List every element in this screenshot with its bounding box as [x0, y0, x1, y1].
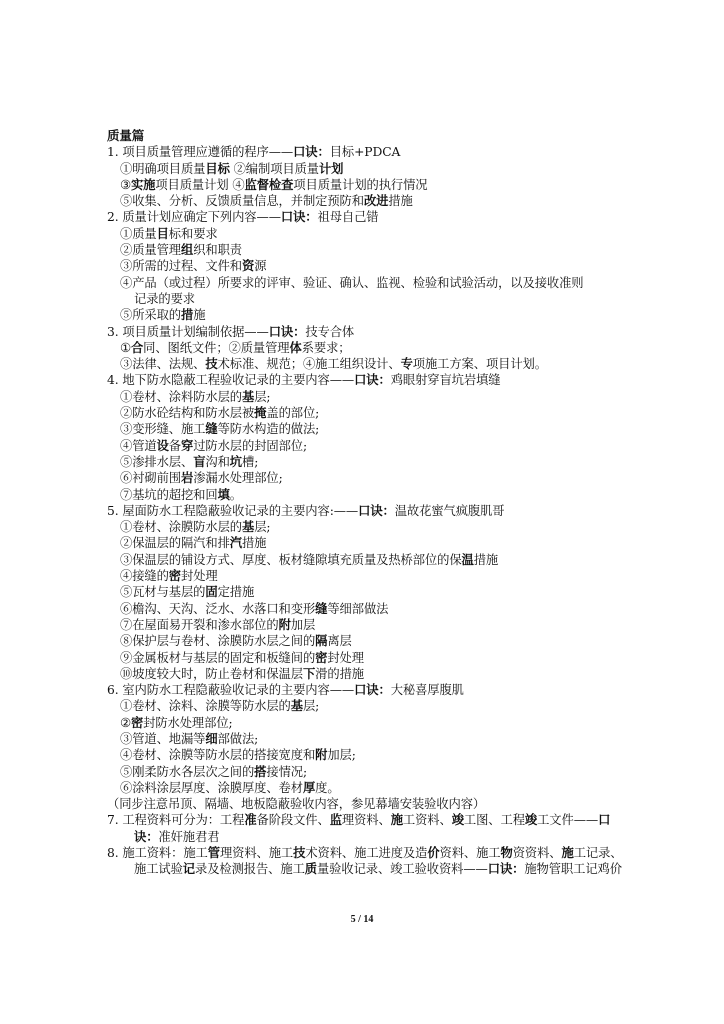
content-line — [107, 861, 627, 877]
text-segment: ①卷材、涂料防水层的 — [120, 389, 242, 404]
text-segment: 措施 — [388, 194, 413, 209]
text-segment: ⑤瓦材与基层的 — [120, 585, 206, 600]
bold-text: 口诀： — [293, 144, 330, 160]
content-line — [107, 258, 627, 274]
text-segment: 源 — [254, 259, 267, 274]
page-current: 5 — [350, 914, 356, 925]
bold-text: 掩 — [254, 405, 267, 421]
text-segment: ④卷材、涂膜等防水层的搭接宽度和 — [120, 748, 316, 763]
text-segment: ③管道、地漏等 — [120, 731, 206, 746]
content-line — [107, 731, 627, 747]
text-segment: 。 — [229, 487, 242, 502]
bold-text: 穿 — [181, 437, 194, 453]
section-title: 质量篇 — [107, 128, 145, 143]
text-segment: ⑩坡度较大时，防止卷材和保温层 — [120, 666, 303, 681]
content-line — [107, 275, 627, 291]
text-segment: 录及检测报告、施工 — [195, 862, 305, 877]
bold-text: 基 — [241, 519, 255, 535]
bold-text: 口诀： — [487, 861, 525, 877]
bold-text: 价 — [427, 845, 440, 861]
text-segment: 6. 室内防水工程隐蔽验收记录的主要内容—— — [107, 683, 355, 698]
content-line — [107, 535, 627, 551]
text-segment: 工图、工程 — [463, 813, 525, 828]
bold-text: 专 — [400, 356, 413, 372]
text-segment: 2. 质量计划应确定下列内容—— — [107, 210, 281, 225]
text-segment: 接情况; — [266, 764, 308, 779]
bold-text: 缝 — [315, 600, 328, 616]
text-segment: 工记录、 — [573, 846, 623, 861]
text-segment: ①明确项目质量 — [120, 161, 206, 176]
text-segment: ③保温层的铺设方式、厚度、板材缝隙填充质量及热桥部位的保 — [120, 552, 462, 567]
content-line — [107, 144, 627, 160]
bold-text: 密 — [315, 649, 328, 665]
text-segment: ⑤渗排水层、 — [120, 454, 194, 469]
content-line — [107, 307, 627, 323]
bold-text: 附 — [278, 616, 291, 632]
text-segment: 系要求； — [301, 340, 351, 355]
text-segment: 祖母自己错 — [317, 210, 379, 225]
text-segment: 目标+PDCA — [329, 145, 401, 160]
text-segment: 技专合体 — [305, 324, 355, 339]
bold-text: 岩 — [181, 470, 194, 486]
text-segment: ②质量管理 — [120, 243, 181, 258]
bold-text: 厚 — [302, 779, 316, 795]
content-line — [107, 356, 627, 372]
text-segment: 量验收记录、竣工验收资料—— — [316, 862, 488, 877]
bold-text: 监督检查 — [244, 176, 294, 192]
text-segment: 加层; — [327, 748, 356, 763]
text-segment: ⑦在屋面易开裂和渗水部位的 — [120, 617, 279, 632]
bold-text: 施 — [561, 845, 574, 861]
bold-text: 口诀： — [354, 682, 391, 698]
bold-text: 记 — [182, 861, 195, 877]
text-segment: 加层 — [290, 617, 316, 632]
text-segment: ④产品（或过程）所要求的评审、验证、确认、监视、检验和试验活动，以及接收准则 — [120, 275, 584, 290]
content-line — [107, 454, 627, 470]
bold-text: 隔 — [315, 633, 328, 649]
text-segment: 资料、施工 — [439, 846, 501, 861]
text-segment: 滑的措施 — [315, 666, 364, 681]
content-line — [107, 650, 627, 666]
text-segment: 术标准、规范；④施工组织设计、 — [217, 357, 401, 372]
text-segment: ③法律、法规、 — [120, 357, 206, 372]
bold-text: 细 — [205, 730, 218, 746]
bold-text: 实施 — [130, 176, 156, 192]
bold-text: 措 — [181, 307, 194, 323]
content-line — [107, 698, 627, 714]
bold-text: 监 — [329, 812, 342, 828]
content-line — [107, 780, 627, 796]
content-line — [107, 715, 627, 731]
bold-text: 组 — [181, 242, 194, 258]
text-segment: 8. 施工资料：施工 — [107, 846, 208, 861]
text-segment: ②保温层的隔汽和排 — [120, 536, 230, 551]
content-line — [107, 584, 627, 600]
text-segment: ① — [120, 340, 131, 355]
text-segment: 工资料、 — [402, 813, 452, 828]
text-segment: 封防水处理部位; — [143, 715, 233, 730]
bold-text: 填 — [217, 486, 230, 502]
bold-text: 合 — [130, 339, 144, 355]
text-segment: 7. 工程资料可分为：工程 — [107, 813, 245, 828]
text-segment: ⑧保护层与卷材、涂膜防水层之间的 — [120, 634, 316, 649]
text-segment: 鸡眼射穿盲坑岩填缝 — [390, 373, 501, 388]
text-segment: 4. 地下防水隐蔽工程验收记录的主要内容—— — [107, 373, 355, 388]
bold-text: 搭 — [254, 763, 267, 779]
text-segment: 同、图纸文件；②质量管理 — [143, 340, 290, 355]
bold-text: 汽 — [229, 535, 242, 551]
bold-text: 准 — [244, 812, 257, 828]
text-segment: 等防水构造的做法; — [217, 422, 320, 437]
text-segment: 资资料、 — [512, 846, 562, 861]
text-segment: 大秘喜厚腹肌 — [390, 683, 464, 698]
bold-text: 温 — [461, 551, 474, 567]
bold-text: 施 — [390, 812, 403, 828]
content-line — [107, 438, 627, 454]
text-segment: 槽; — [242, 454, 259, 469]
bold-text: 基 — [290, 698, 303, 714]
text-segment: 理资料、施工 — [219, 846, 294, 861]
bold-text: 盲 — [193, 453, 206, 469]
text-segment: ④管道 — [120, 438, 157, 453]
bold-text: 口诀： — [354, 372, 391, 388]
text-segment: 过防水层的封固部位; — [193, 438, 308, 453]
text-segment: ⑥衬砌前围 — [120, 471, 181, 486]
content-line — [107, 177, 627, 193]
bold-text: 缝 — [205, 421, 218, 437]
text-segment: ①质量 — [120, 226, 157, 241]
content-line — [107, 568, 627, 584]
text-segment: 层; — [254, 520, 271, 535]
content-line — [107, 812, 627, 828]
content-line — [107, 796, 627, 812]
text-segment: 工文件—— — [537, 813, 599, 828]
content-line — [107, 601, 627, 617]
bold-text: 附 — [315, 747, 328, 763]
content-line — [107, 487, 627, 503]
text-segment: 定措施 — [217, 585, 255, 600]
text-segment: 5. 屋面防水工程隐蔽验收记录的主要内容:—— — [107, 503, 359, 518]
text-segment: ①卷材、涂膜防水层的 — [120, 520, 242, 535]
text-segment: ③变形缝、施工 — [120, 422, 206, 437]
bold-text: 口 — [598, 812, 611, 828]
text-segment: 层; — [254, 389, 271, 404]
document-body — [107, 128, 627, 878]
bold-text: 计划 — [318, 160, 344, 176]
content-line — [107, 372, 627, 388]
text-segment: 施物管职工记鸡价 — [524, 862, 622, 877]
content-line — [107, 324, 627, 340]
content-line — [107, 242, 627, 258]
text-segment: 温故花蜜气疯腹肌哥 — [394, 503, 505, 518]
bold-text: 口诀： — [280, 209, 318, 225]
bold-text: 技 — [293, 845, 306, 861]
bold-text: 口诀： — [268, 323, 306, 339]
text-segment: ⑤所采取的 — [120, 308, 181, 323]
text-segment: 施工试验 — [134, 862, 183, 877]
text-segment: 度。 — [315, 780, 340, 795]
text-segment: 1. 项目质量管理应遵循的程序—— — [107, 145, 294, 160]
text-segment: 沟和 — [205, 454, 230, 469]
text-segment: 项目质量计划 ④ — [155, 177, 245, 192]
content-line — [107, 193, 627, 209]
text-segment: 织和职责 — [193, 243, 242, 258]
text-segment: 项目质量计划的执行情况 — [293, 177, 428, 192]
bold-text: 设 — [156, 437, 169, 453]
text-segment: 封处理 — [181, 569, 218, 584]
content-line — [107, 470, 627, 486]
content-line — [107, 389, 627, 405]
page-separator: / — [355, 914, 364, 925]
content-line — [107, 421, 627, 437]
content-line — [107, 845, 627, 861]
text-segment: 术资料、施工进度及造 — [305, 846, 428, 861]
text-segment: 渗漏水处理部位; — [193, 471, 283, 486]
content-lines — [107, 144, 627, 877]
text-segment: ②防水砼结构和防水层被 — [120, 406, 255, 421]
text-segment: ②编制项目质量 — [229, 161, 319, 176]
text-segment: （同步注意吊顶、隔墙、地板隐蔽验收内容，参见幕墙安装验收内容） — [107, 797, 486, 812]
content-line — [107, 405, 627, 421]
content-line — [107, 340, 627, 356]
page-number — [0, 914, 724, 925]
content-line — [107, 682, 627, 698]
bold-text: 体 — [289, 339, 302, 355]
text-segment: 离层 — [327, 634, 352, 649]
text-segment: ⑥涂料涂层厚度、涂膜厚度、卷材 — [120, 780, 303, 795]
bold-text: 质 — [304, 861, 317, 877]
text-segment: 层; — [302, 699, 320, 714]
text-segment: 理资料、 — [341, 813, 391, 828]
content-line — [107, 633, 627, 649]
bold-text: 资 — [241, 258, 255, 274]
content-line — [107, 226, 627, 242]
content-line — [107, 291, 627, 307]
page-total: 14 — [363, 914, 374, 925]
text-segment: 备阶段文件、 — [256, 813, 330, 828]
text-segment: 封处理 — [327, 650, 364, 665]
text-segment: 标和要求 — [168, 226, 218, 241]
content-line — [107, 209, 627, 225]
content-line — [107, 617, 627, 633]
bold-text: 竣 — [451, 812, 464, 828]
text-segment: 措施 — [241, 536, 267, 551]
bold-text: 固 — [205, 584, 218, 600]
bold-text: 物 — [500, 845, 513, 861]
text-segment: 备 — [168, 438, 181, 453]
bold-text: 目 — [156, 225, 169, 241]
bold-text: 基 — [241, 388, 255, 404]
text-segment: ①卷材、涂料、涂膜等防水层的 — [120, 699, 291, 714]
content-line — [107, 519, 627, 535]
bold-text: 口诀： — [358, 502, 395, 518]
bold-text: 密 — [130, 714, 144, 730]
text-segment: ③所需的过程、文件和 — [120, 259, 242, 274]
text-segment: 施 — [193, 308, 206, 323]
bold-text: 目标 — [205, 160, 230, 176]
bold-text: 改进 — [363, 193, 389, 209]
text-segment: ③ — [120, 177, 131, 192]
text-segment: 部做法; — [217, 731, 259, 746]
bold-text: 坑 — [229, 453, 242, 469]
text-segment: ⑨金属板材与基层的固定和板缝间的 — [120, 650, 316, 665]
text-segment: 盖的部位; — [266, 406, 320, 421]
text-segment: 项施工方案、项目计划。 — [412, 357, 547, 372]
content-line — [107, 161, 627, 177]
bold-text: 密 — [168, 568, 181, 584]
bold-text: 竣 — [524, 812, 538, 828]
text-segment: 等细部做法 — [327, 601, 389, 616]
content-line — [107, 552, 627, 568]
text-segment: 准奸施君君 — [158, 829, 220, 844]
text-segment: 记录的要求 — [134, 291, 195, 306]
text-segment: ⑤刚柔防水各层次之间的 — [120, 764, 255, 779]
bold-text: 技 — [205, 356, 218, 372]
text-segment: ④接缝的 — [120, 569, 169, 584]
bold-text: 管 — [207, 845, 220, 861]
content-line — [107, 666, 627, 682]
content-line — [107, 503, 627, 519]
bold-text: 下 — [302, 665, 316, 681]
text-segment: 措施 — [473, 552, 499, 567]
text-segment: ⑤收集、分析、反馈质量信息，并制定预防和 — [120, 194, 364, 209]
content-line — [107, 747, 627, 763]
text-segment: ⑦基坑的超挖和回 — [120, 487, 218, 502]
text-segment: ② — [120, 715, 131, 730]
text-segment: ⑥檐沟、天沟、泛水、水落口和变形 — [120, 601, 316, 616]
content-line — [107, 829, 627, 845]
text-segment: 3. 项目质量计划编制依据—— — [107, 324, 269, 339]
bold-text: 诀： — [134, 828, 159, 844]
content-line — [107, 764, 627, 780]
